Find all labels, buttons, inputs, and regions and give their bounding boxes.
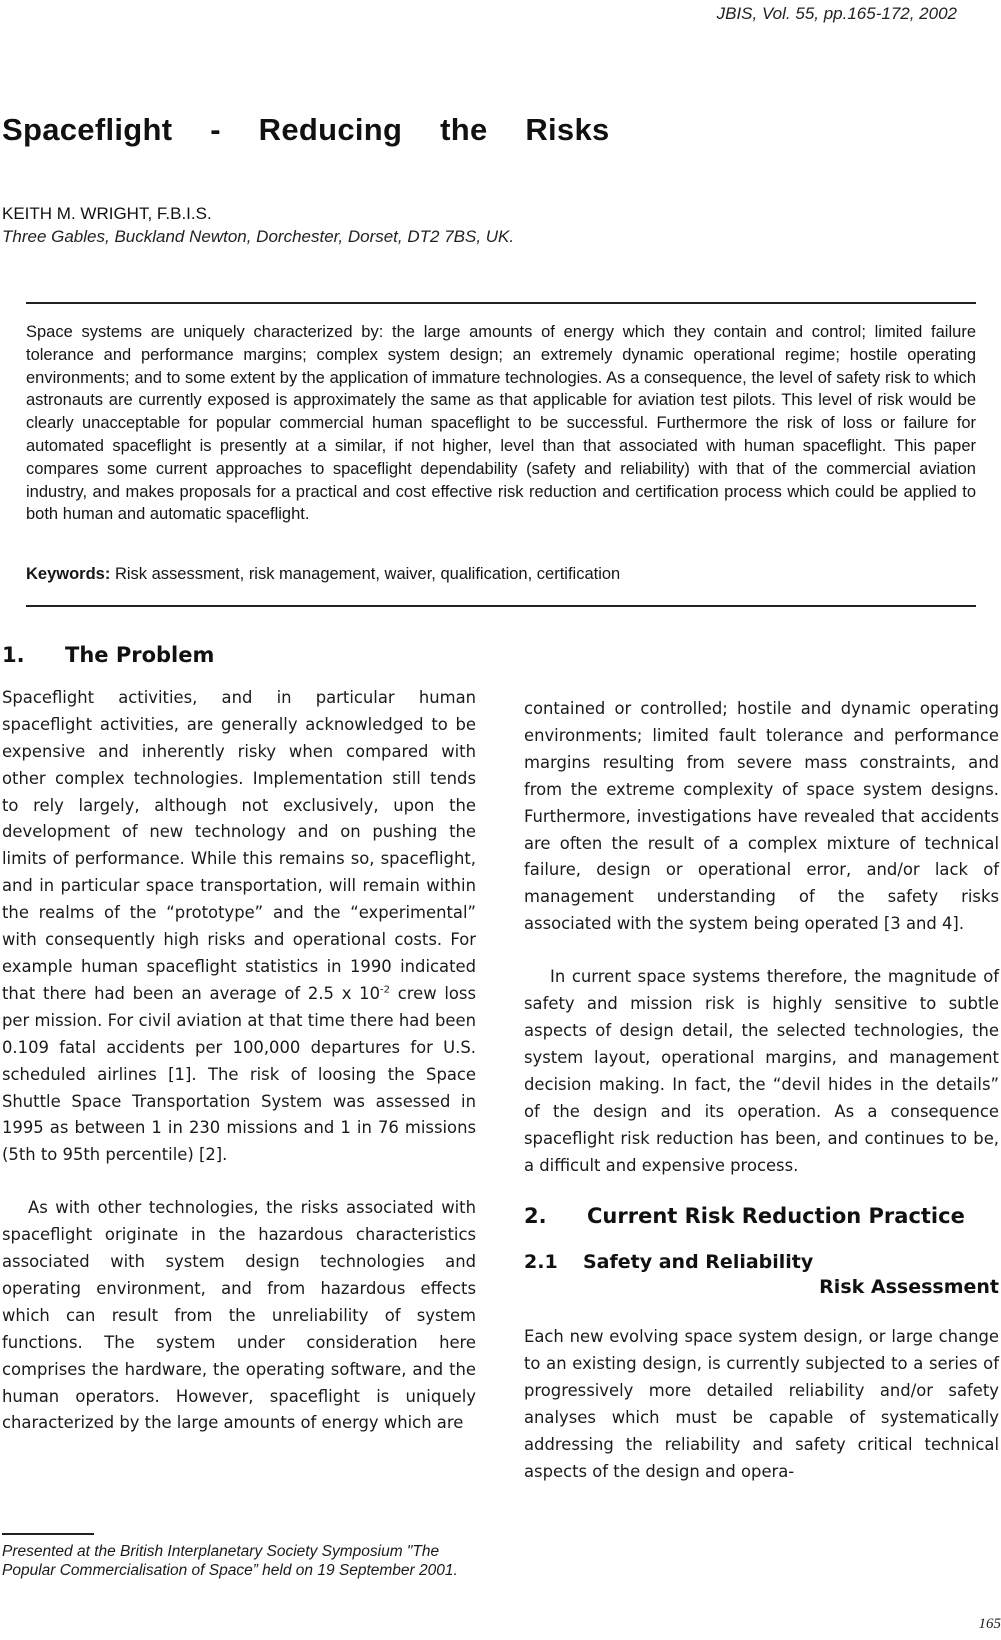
footnote: Presented at the British Interplanetary Society Symposium "The Popular Commercialisation of Space” held on 19 September 2001. — [2, 1543, 458, 1579]
page-number: 165 — [978, 1616, 1001, 1632]
paragraph-text: crew loss per mission. For civil aviation at that time there had been 0.109 fatal accidents per 100,000 departures for U.S. scheduled airlines [1]. The risk of loosing the Space Shuttle Space Transportation System was assessed in 1995 as between 1 in 230 missions and 1 in 76 missions (5th to 95th percentile) [2]. — [2, 983, 476, 1165]
keywords-list: Risk assessment, risk management, waiver, qualification, certification — [110, 565, 621, 583]
abstract: Space systems are uniquely characterized by: the large amounts of energy which they contain and control; limited failure tolerance and performance margins; complex system design; an extremely dynamic operational regime; hostile operating environments; and to some extent by the application of immature technologies. As a consequence, the level of safety risk to which astronauts are currently exposed is approximately the same as that applicable for aviation test pilots. This level of risk would be clearly unacceptable for popular commercial human spaceflight to be successful. Furthermore the risk of loss or failure for automated spaceflight is presently at a similar, if not higher, level than that associated with human spaceflight. This paper compares some current approaches to spaceflight dependability (safety and reliability) with that of the commercial aviation industry, and makes proposals for a practical and cost effective risk reduction and certification process which could be applied to both human and automatic spaceflight. — [26, 323, 976, 524]
abstract-bottom-rule — [26, 605, 976, 607]
subsection-2-1-title-line1: Safety and Reliability — [583, 1251, 814, 1274]
section-1-paragraph-4: In current space systems therefore, the magnitude of safety and mission risk is highly sensitive to subtle aspects of design detail, the selected technologies, the system layout, operational margins, and management decision making. In fact, the “devil hides in the details” of the design and its operation. As a consequence spaceflight risk reduction has been, and continues to be, a difficult and expensive process. — [524, 967, 999, 1175]
section-1-paragraph-1 — [2, 685, 476, 1169]
subsection-2-1-number: 2.1 — [524, 1251, 558, 1274]
section-1-paragraph-2: As with other technologies, the risks associated with spaceflight originate in the hazardous characteristics associated with system design technologies and operating environment, and from hazardous effects which can result from the unreliability of system functions. The system under consideration here comprises the hardware, the operating software, and the human operators. However, spaceflight is uniquely characterized by the large amounts of energy which are — [2, 1198, 476, 1433]
section-2-title: Current Risk Reduction Practice — [587, 1204, 965, 1229]
keywords — [26, 565, 620, 584]
footnote-rule — [2, 1533, 94, 1535]
section-1-number: 1. — [2, 643, 25, 667]
article-title: Spaceflight - Reducing the Risks — [2, 112, 610, 147]
section-1-heading — [2, 642, 476, 669]
author-affiliation: Three Gables, Buckland Newton, Dorchester, Dorset, DT2 7BS, UK. — [2, 227, 515, 246]
journal-reference: JBIS, Vol. 55, pp.165-172, 2002 — [716, 4, 957, 23]
subsection-2-1-title-line2: Risk Assessment — [819, 1276, 999, 1299]
section-2-heading — [524, 1203, 999, 1230]
keywords-label: Keywords: — [26, 565, 111, 583]
section-2-number: 2. — [524, 1204, 547, 1229]
paragraph-text: Spaceflight activities, and in particular human spaceflight activities, are generally acknowledged to be expensive and inherently risky when compared with other complex technologies. Implementation still tends to rely largely, although not exclusively, upon the development of new technology and on pushing the limits of performance. While this remains so, spaceflight, and in particular space transportation, will remain within the realms of the “prototype” and the “experimental” with consequently high risks and operational costs. For example human spaceflight statistics in 1990 indicated that there had been an average of 2.5 x 10 — [2, 687, 476, 1003]
section-1-title: The Problem — [65, 643, 215, 667]
author-name: KEITH M. WRIGHT, F.B.I.S. — [2, 204, 212, 223]
right-column — [524, 696, 999, 1486]
abstract-top-rule — [26, 302, 976, 304]
left-column — [2, 642, 476, 1437]
section-2-1-paragraph-1: Each new evolving space system design, or large change to an existing design, is currently subjected to a series of progressively more detailed reliability and/or safety analyses which must be capable of systematically addressing the reliability and safety critical technical aspects of the design and opera- — [524, 1327, 999, 1481]
subsection-2-1-heading — [524, 1250, 999, 1300]
superscript-exponent: -2 — [380, 984, 390, 996]
section-1-paragraph-3: contained or controlled; hostile and dynamic operating environments; limited fault tolerance and performance margins resulting from severe mass constraints, and from the extreme complexity of space system designs. Furthermore, investigations have revealed that accidents are often the result of a complex mixture of technical failure, design or operational error, and/or lack of management understanding of the safety risks associated with the system being operated [3 and 4]. — [524, 699, 999, 934]
